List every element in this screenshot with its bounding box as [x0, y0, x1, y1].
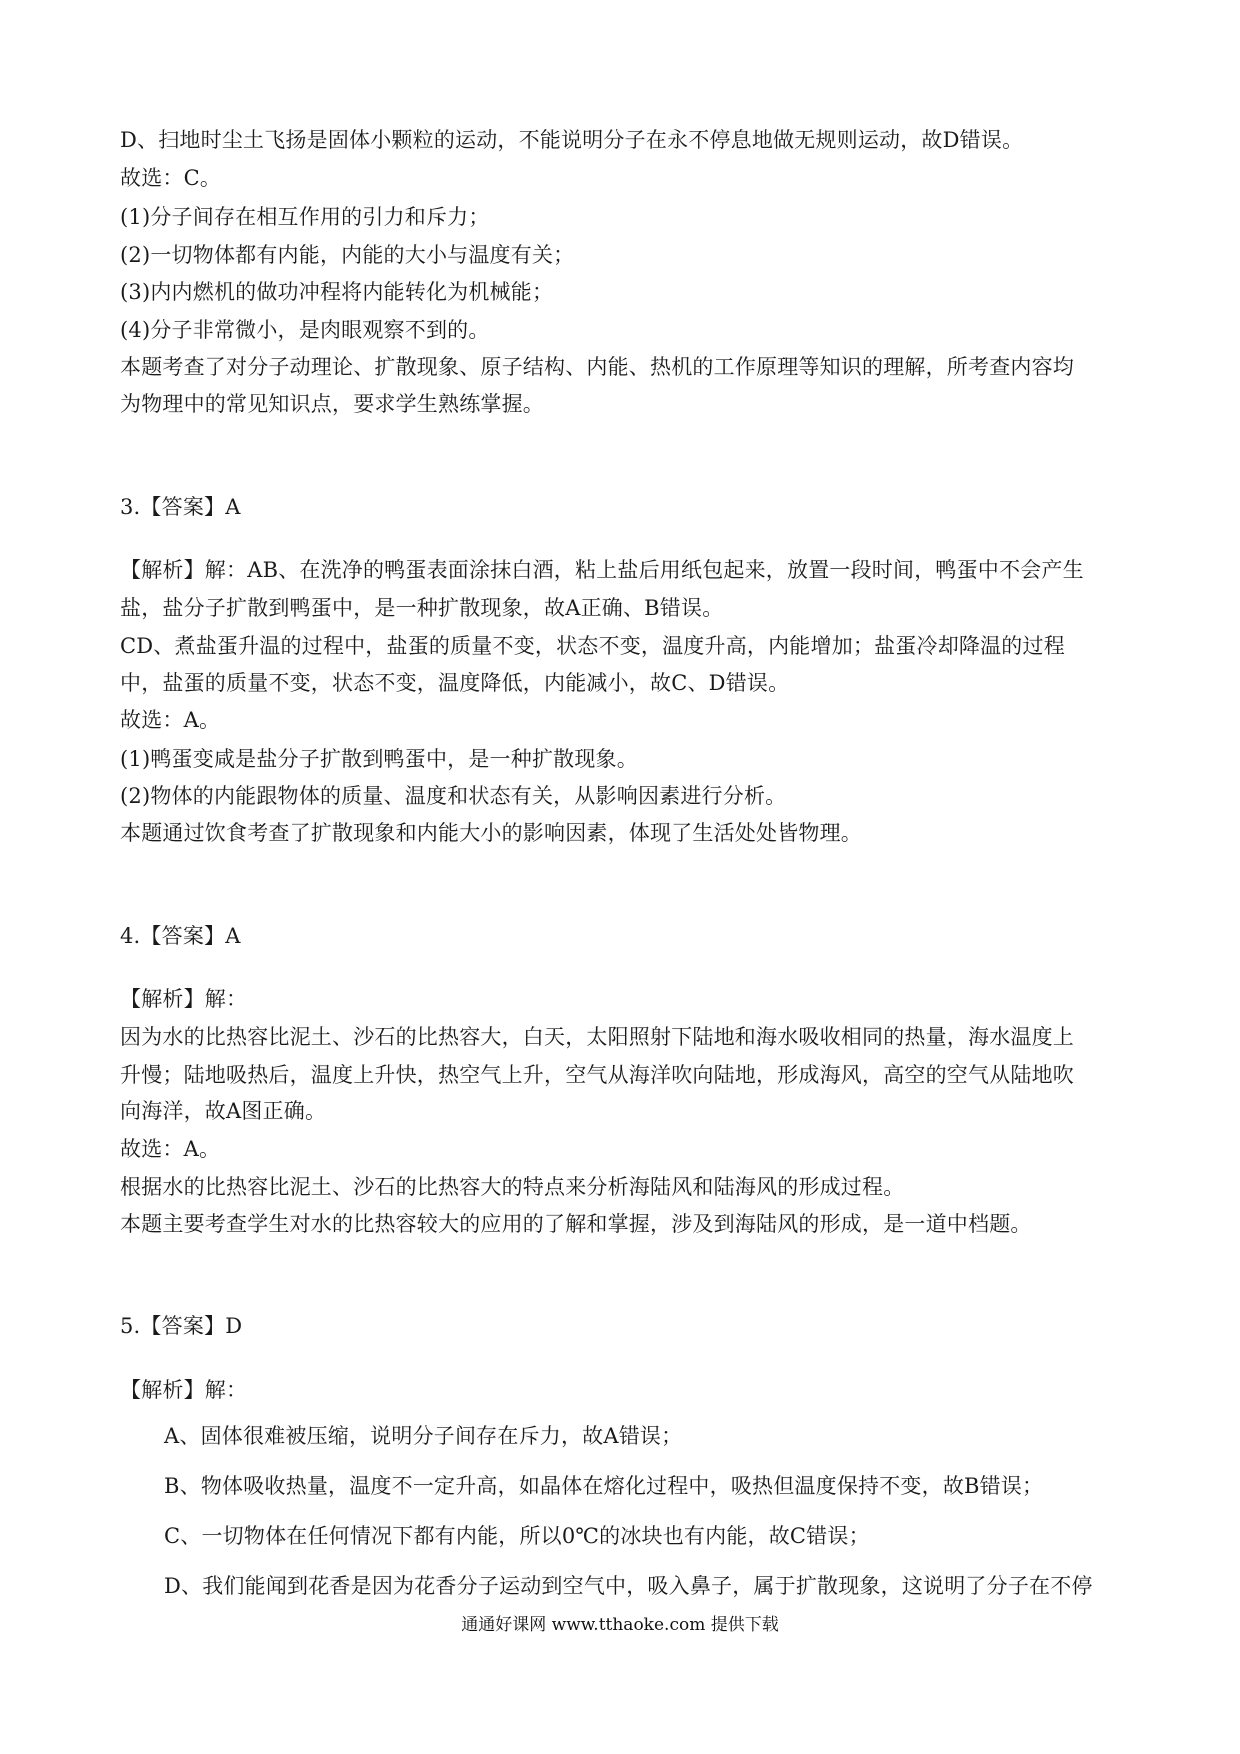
text-line: 盐，盐分子扩散到鸭蛋中，是一种扩散现象，故A正确、B错误。: [120, 596, 724, 620]
page-footer: 通通好课网 www.tthaoke.com 提供下载: [461, 1615, 779, 1635]
text-line: D、扫地时尘土飞扬是固体小颗粒的运动，不能说明分子在永不停息地做无规则运动，故D错误。: [120, 128, 1024, 152]
text-line: 中，盐蛋的质量不变，状态不变，温度降低，内能减小，故C、D错误。: [120, 671, 790, 695]
text-line: (1)鸭蛋变咸是盐分子扩散到鸭蛋中，是一种扩散现象。: [120, 747, 638, 771]
text-line: (2)一切物体都有内能，内能的大小与温度有关；: [120, 243, 575, 267]
text-line: (3)内内燃机的做功冲程将内能转化为机械能；: [120, 280, 554, 304]
text-line: 【解析】解：AB、在洗净的鸭蛋表面涂抹白酒，粘上盐后用纸包起来，放置一段时间，鸭蛋中不会产生: [120, 558, 1084, 582]
text-line: 【解析】解：: [120, 987, 248, 1011]
text-line: 升慢；陆地吸热后，温度上升快，热空气上升，空气从海洋吹向陆地，形成海风，高空的空气从陆地吹: [120, 1063, 1074, 1087]
text-line: 因为水的比热容比泥土、沙石的比热容大，白天，太阳照射下陆地和海水吸收相同的热量，海水温度上: [120, 1025, 1074, 1049]
text-line: 故选：C。: [120, 166, 222, 190]
text-line: 【解析】解：: [120, 1378, 248, 1402]
text-line: 故选：A。: [120, 1137, 221, 1161]
option-line: C、一切物体在任何情况下都有内能，所以0℃的冰块也有内能，故C错误；: [164, 1524, 870, 1548]
answer-heading: 3.【答案】A: [120, 495, 241, 519]
text-line: (4)分子非常微小，是肉眼观察不到的。: [120, 318, 490, 342]
text-line: 为物理中的常见知识点，要求学生熟练掌握。: [120, 392, 544, 416]
option-line: B、物体吸收热量，温度不一定升高，如晶体在熔化过程中，吸热但温度保持不变，故B错误；: [164, 1474, 1044, 1498]
option-line: A、固体很难被压缩，说明分子间存在斥力，故A错误；: [164, 1424, 683, 1448]
text-line: 本题主要考查学生对水的比热容较大的应用的了解和掌握，涉及到海陆风的形成，是一道中档题。: [120, 1212, 1032, 1236]
text-line: (1)分子间存在相互作用的引力和斥力；: [120, 205, 490, 229]
text-line: 故选：A。: [120, 708, 221, 732]
text-line: (2)物体的内能跟物体的质量、温度和状态有关，从影响因素进行分析。: [120, 784, 787, 808]
answer-heading: 5.【答案】D: [120, 1314, 243, 1338]
text-line: 本题考查了对分子动理论、扩散现象、原子结构、内能、热机的工作原理等知识的理解，所考查内容均: [120, 355, 1074, 379]
option-line: D、我们能闻到花香是因为花香分子运动到空气中，吸入鼻子，属于扩散现象，这说明了分子在不停: [164, 1574, 1093, 1598]
text-line: 根据水的比热容比泥土、沙石的比热容大的特点来分析海陆风和陆海风的形成过程。: [120, 1175, 905, 1199]
text-line: 向海洋，故A图正确。: [120, 1099, 327, 1123]
text-line: 本题通过饮食考查了扩散现象和内能大小的影响因素，体现了生活处处皆物理。: [120, 821, 862, 845]
answer-heading: 4.【答案】A: [120, 924, 241, 948]
text-line: CD、煮盐蛋升温的过程中，盐蛋的质量不变，状态不变，温度升高，内能增加；盐蛋冷却降温的过程: [120, 634, 1065, 658]
